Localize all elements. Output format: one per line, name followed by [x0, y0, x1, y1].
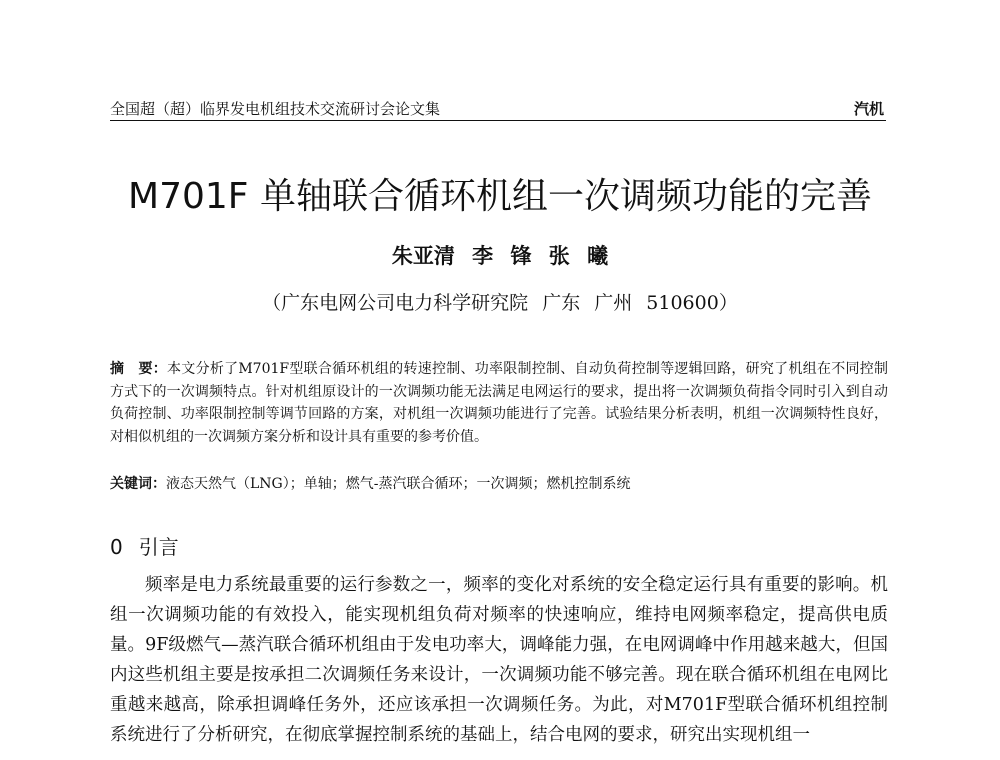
section-title: 引言: [138, 535, 179, 559]
paper-authors: 朱亚清 李 锋 张 曦: [391, 243, 609, 268]
section-number: 0: [110, 535, 123, 559]
keywords: [110, 473, 888, 496]
keywords-text: 液态天然气（LNG）；单轴；燃气-蒸汽联合循环；一次调频；燃机控制系统: [166, 476, 631, 492]
paper-title: M701F 单轴联合循环机组一次调频功能的完善: [128, 176, 872, 217]
abstract-label: 摘 要：: [110, 361, 168, 377]
intro-paragraph: 频率是电力系统最重要的运行参数之一，频率的变化对系统的安全稳定运行具有重要的影响。机组一次调频功能的有效投入，能实现机组负荷对频率的快速响应，维持电网频率稳定，提高供电质量。9F级燃气—蒸汽联合循环机组由于发电功率大，调峰能力强，在电网调峰中作用越来越大，但国内这些机组主要是按承担二次调频任务来设计，一次调频功能不够完善。现在联合循环机组在电网比重越来越高，除承担调峰任务外，还应该承担一次调频任务。为此，对M701F型联合循环机组控制系统进行了分析研究，在彻底掌握控制系统的基础上，结合电网的要求，研究出实现机组一: [110, 575, 888, 745]
keywords-label: 关键词：: [110, 476, 166, 492]
section-heading: [110, 531, 179, 560]
running-header: [110, 98, 886, 121]
section-tag: 汽机: [853, 100, 884, 118]
abstract-text: 本文分析了M701F型联合循环机组的转速控制、功率限制控制、自动负荷控制等逻辑回路，研究了机组在不同控制方式下的一次调频特点。针对机组原设计的一次调频功能无法满足电网运行的要求，提出将一次调频负荷指令同时引入到自动负荷控制、功率限制控制等调节回路的方案，对机组一次调频功能进行了完善。试验结果分析表明，机组一次调频特性良好，对相似机组的一次调频方案分析和设计具有重要的参考价值。: [110, 361, 888, 445]
abstract: [110, 358, 888, 448]
proceedings-title: 全国超（超）临界发电机组技术交流研讨会论文集: [110, 100, 441, 118]
paper-affiliation: （广东电网公司电力科学研究院 广东 广州 510600）: [262, 292, 738, 314]
